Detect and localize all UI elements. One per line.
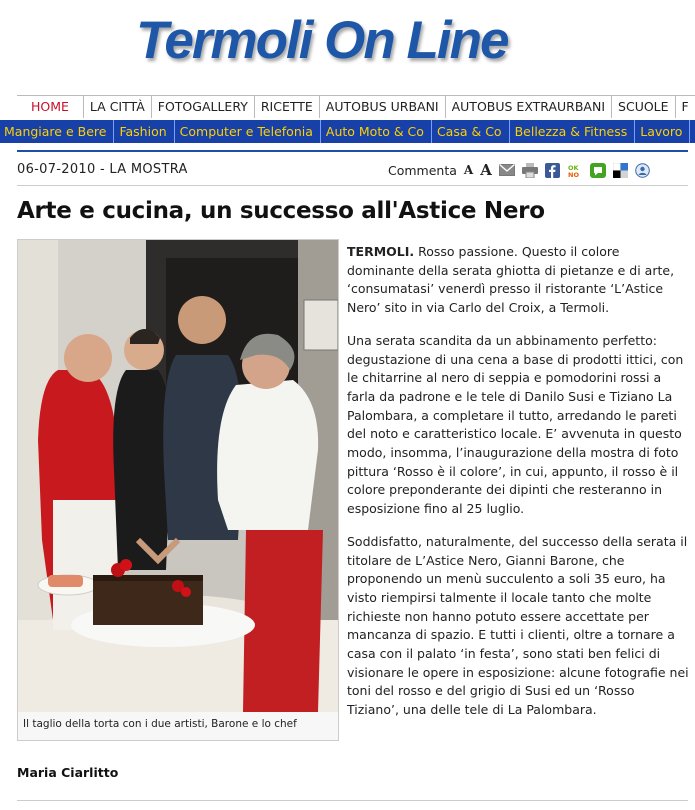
font-increase-button[interactable]: A xyxy=(480,161,492,179)
article-lead: TERMOLI. xyxy=(347,244,415,259)
font-decrease-button[interactable]: A xyxy=(463,163,474,177)
nav-ricette[interactable]: RICETTE xyxy=(255,96,320,118)
category-bar xyxy=(0,120,695,143)
paragraph xyxy=(347,243,689,318)
delicious-icon[interactable] xyxy=(613,163,628,178)
category-fashion[interactable]: Fashion xyxy=(114,120,174,143)
paragraph: Una serata scandita da un abbinamento perfetto: degustazione di una cena a base di prodotti ittici, con le chitarrine al nero di seppia e pomodorini rossi a farla da padrone e le tele di Danilo Susi e Tiziano La Palombara, a completare il tutto, arredando le pareti del noto e caratteristico locale. E’ avvenuta in questo modo, insomma, l’inaugurazione della mostra di foto pittura ‘Rosso è il colore’, in cui, appunto, il rosso è il colore preponderante dei dipinti che resteranno in esposizione fino al 25 luglio. xyxy=(347,332,684,517)
facebook-icon[interactable] xyxy=(545,163,560,178)
nav-autobus-extraurbani[interactable]: AUTOBUS EXTRAURBANI xyxy=(446,96,612,118)
category-bellezza-fitness[interactable]: Bellezza & Fitness xyxy=(510,120,636,143)
divider xyxy=(17,150,688,152)
comment-link[interactable]: Commenta xyxy=(388,162,457,178)
divider xyxy=(17,185,688,186)
print-icon[interactable] xyxy=(522,163,538,178)
svg-text:NO: NO xyxy=(567,170,579,178)
article-toolbar xyxy=(388,160,650,180)
share-icon[interactable] xyxy=(590,163,606,178)
nav-fotogallery[interactable]: FOTOGALLERY xyxy=(152,96,255,118)
article-photo xyxy=(17,239,339,741)
photo-caption: Il taglio della torta con i due artisti, Barone e lo chef xyxy=(23,718,297,730)
nav-home[interactable]: HOME xyxy=(17,96,84,118)
nav-scuole[interactable]: SCUOLE xyxy=(612,96,676,118)
nav-overflow[interactable]: F xyxy=(676,96,695,118)
article-dateline: 06-07-2010 - LA MOSTRA xyxy=(17,162,188,177)
category-auto-moto[interactable]: Auto Moto & Co xyxy=(321,120,432,143)
digg-icon[interactable] xyxy=(635,163,650,178)
svg-text:OK: OK xyxy=(567,163,579,172)
oknotizie-icon[interactable] xyxy=(567,163,583,178)
nav-autobus-urbani[interactable]: AUTOBUS URBANI xyxy=(320,96,446,118)
category-casa[interactable]: Casa & Co xyxy=(432,120,510,143)
site-logo[interactable]: Termoli On Line xyxy=(136,11,508,70)
category-lavoro[interactable]: Lavoro xyxy=(635,120,690,143)
category-computer-telefonia[interactable]: Computer e Telefonia xyxy=(175,120,321,143)
article-body xyxy=(347,243,689,734)
nav-la-citta[interactable]: LA CITTÀ xyxy=(84,96,152,118)
paragraph-text: Rosso passione. Questo il colore dominante della serata ghiotta di pietanze e di arte, ‘consumatasi’ venerdì presso il ristorante ‘L’Astice Nero’ sito in via Carlo del Croix, a Termoli. xyxy=(347,244,675,316)
divider xyxy=(17,800,688,801)
category-mangiare-e-bere[interactable]: Mangiare e Bere xyxy=(0,120,114,143)
email-icon[interactable] xyxy=(499,164,515,176)
top-navigation xyxy=(17,95,695,120)
article-photo-image[interactable] xyxy=(18,240,338,712)
article-author: Maria Ciarlitto xyxy=(17,765,119,780)
paragraph: Soddisfatto, naturalmente, del successo della serata il titolare de L’Astice Nero, Gianni Barone, che proponendo un menù succulento a soli 35 euro, ha visto riempirsi talmente il locale tanto che molte richieste non hanno potuto essere accettate per mancanza di spazio. E tutti i clienti, oltre a tornare a casa con il palato ‘in festa’, sono stati ben felici di visionare le opere in esposizione: alcune fotografie nei toni del rosso e del grigio di Susi ed un ‘Rosso Tiziano’, una delle tele di La Palombara. xyxy=(347,533,689,718)
article-title: Arte e cucina, un successo all'Astice Nero xyxy=(17,198,545,224)
